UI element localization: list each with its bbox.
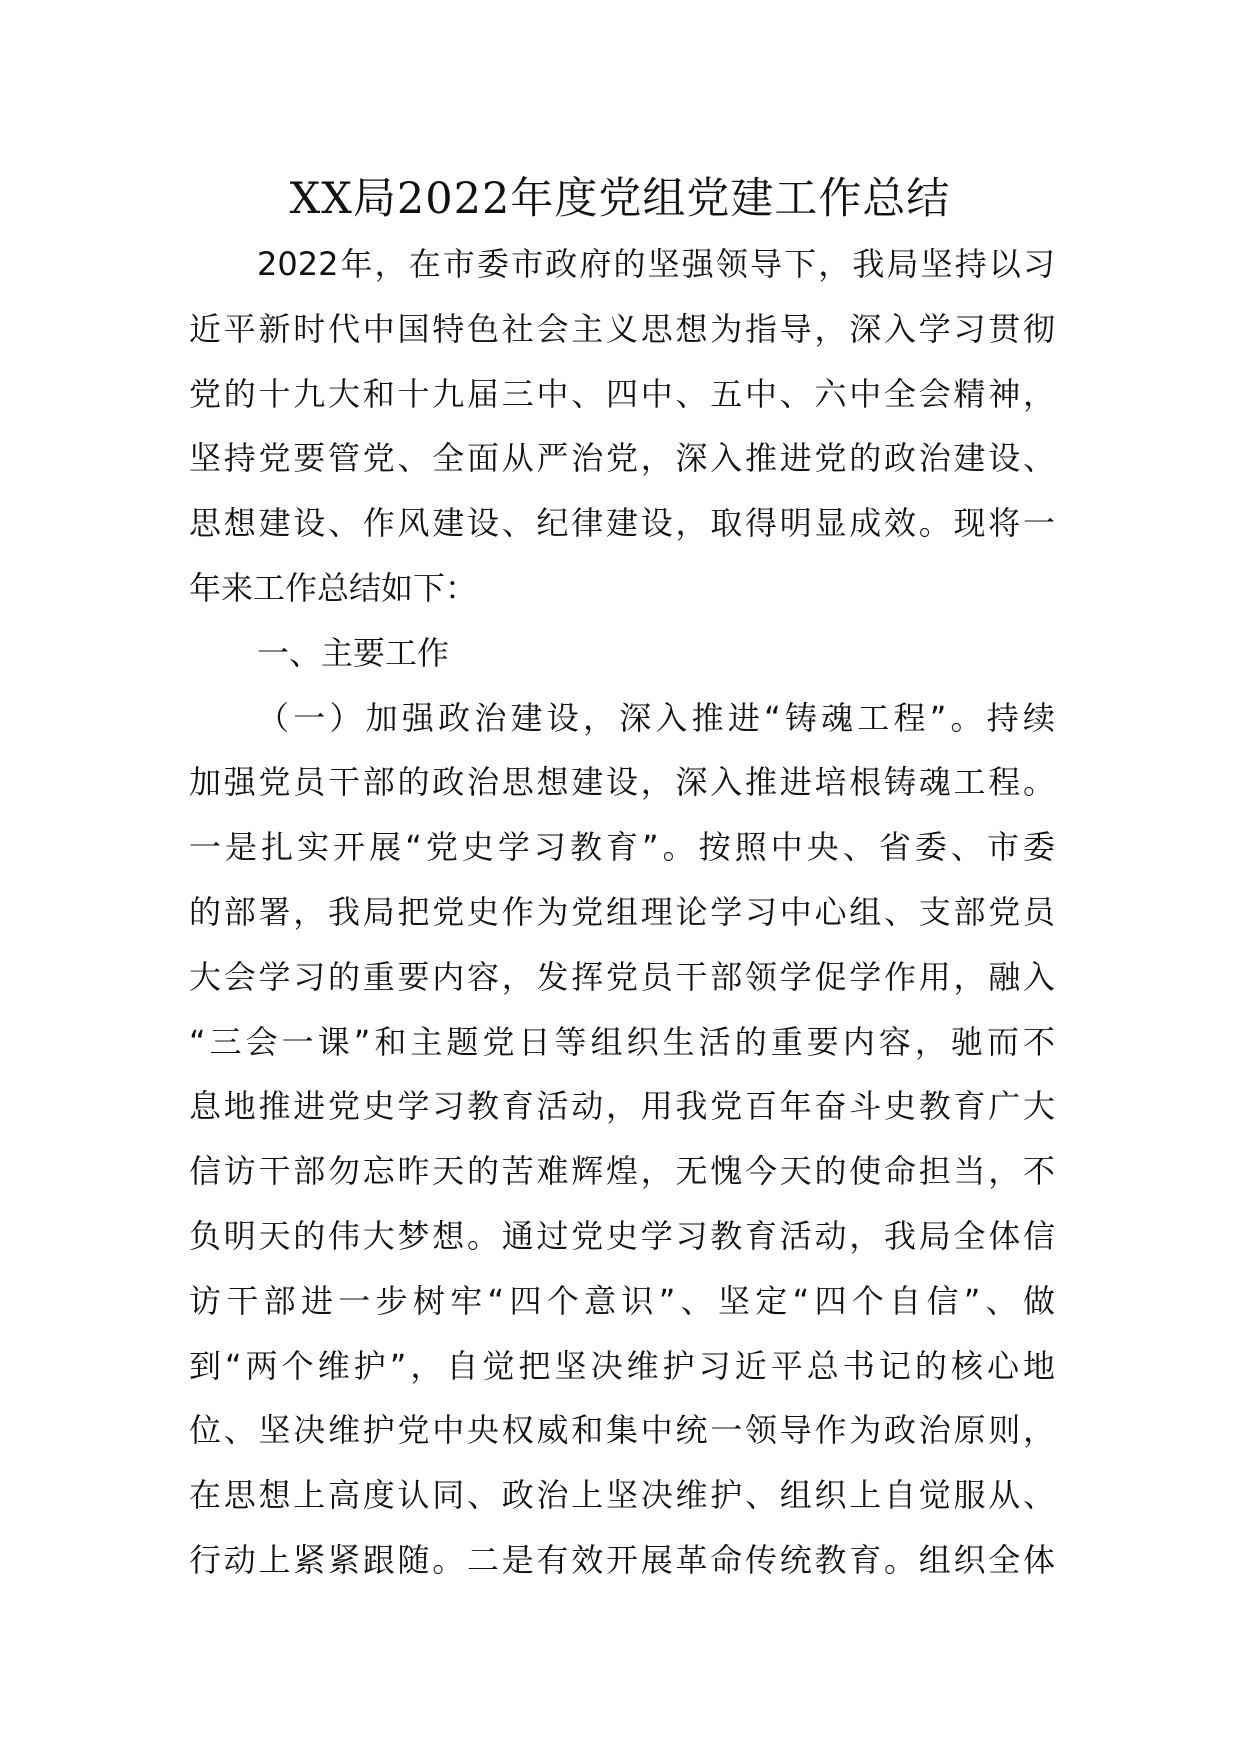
paragraph-line: 加强党员干部的政治思想建设，深入推进培根铸魂工程。	[189, 763, 1055, 802]
paragraph-line: “三会一课”和主题党日等组织生活的重要内容，驰而不	[189, 1022, 1055, 1061]
paragraph-line: 坚持党要管党、全面从严治党，深入推进党的政治建设、	[189, 439, 1055, 478]
paragraph-line: 年来工作总结如下：	[189, 568, 478, 607]
paragraph-line: 在思想上高度认同、政治上坚决维护、组织上自觉服从、	[189, 1476, 1055, 1515]
paragraph-line: 近平新时代中国特色社会主义思想为指导，深入学习贯彻	[189, 309, 1055, 348]
paragraph-line: 思想建设、作风建设、纪律建设，取得明显成效。现将一	[189, 504, 1055, 543]
paragraph-line: 党的十九大和十九届三中、四中、五中、六中全会精神，	[189, 374, 1055, 413]
paragraph-line: 的部署，我局把党史作为党组理论学习中心组、支部党员	[189, 892, 1055, 931]
section-heading: 一、主要工作	[257, 633, 450, 672]
paragraph-line: 息地推进党史学习教育活动，用我党百年奋斗史教育广大	[189, 1087, 1055, 1126]
paragraph-line: 负明天的伟大梦想。通过党史学习教育活动，我局全体信	[189, 1216, 1055, 1255]
paragraph-line: 行动上紧紧跟随。二是有效开展革命传统教育。组织全体	[189, 1540, 1055, 1579]
paragraph-line: （一）加强政治建设，深入推进“铸魂工程”。持续	[257, 698, 1055, 737]
paragraph-line: 访干部进一步树牢“四个意识”、坚定“四个自信”、做	[189, 1281, 1055, 1320]
document-body	[189, 232, 1055, 1593]
paragraph-line: 位、坚决维护党中央权威和集中统一领导作为政治原则，	[189, 1411, 1055, 1450]
paragraph-line: 大会学习的重要内容，发挥党员干部领学促学作用，融入	[189, 957, 1055, 996]
paragraph-line: 一是扎实开展“党史学习教育”。按照中央、省委、市委	[189, 828, 1055, 867]
paragraph-line: 信访干部勿忘昨天的苦难辉煌，无愧今天的使命担当，不	[189, 1152, 1055, 1191]
paragraph-line: 2022年，在市委市政府的坚强领导下，我局坚持以习	[257, 245, 1055, 283]
paragraph-line: 到“两个维护”，自觉把坚决维护习近平总书记的核心地	[189, 1346, 1055, 1385]
document-title: XX局2022年度党组党建工作总结	[289, 174, 951, 224]
